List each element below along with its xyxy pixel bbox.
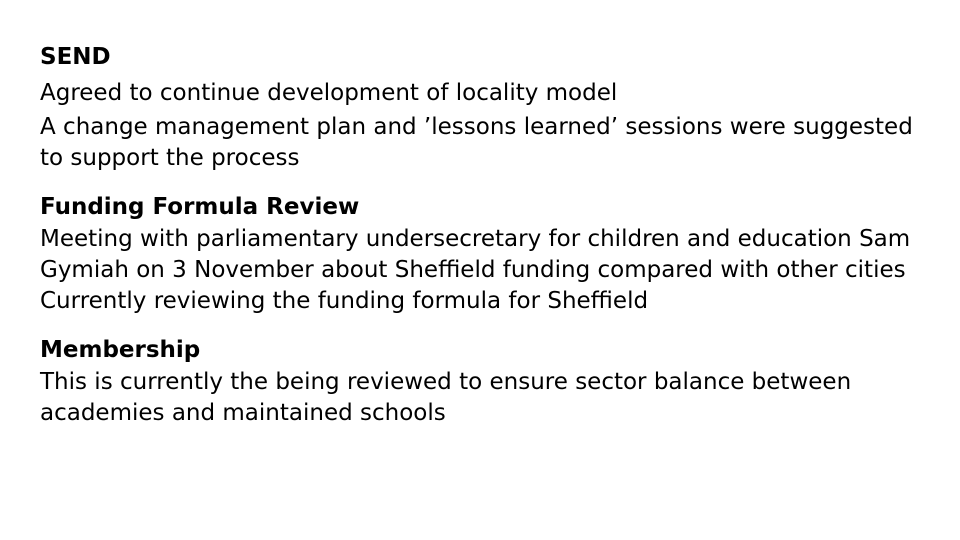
section-paragraph: Currently reviewing the funding formula for Sheffield bbox=[40, 288, 649, 314]
section-funding-formula-review bbox=[40, 191, 940, 317]
section-paragraph: Agreed to continue development of locality model bbox=[40, 80, 618, 106]
section-heading: Funding Formula Review bbox=[40, 194, 360, 220]
section-heading: Membership bbox=[40, 337, 201, 363]
slide-content bbox=[40, 40, 940, 429]
section-paragraph: Meeting with parliamentary undersecretary for children and education Sam Gymiah on 3 November about Sheffield funding compared with other cities bbox=[40, 226, 911, 283]
section-paragraph: A change management plan and ’lessons learned’ sessions were suggested to support the process bbox=[40, 114, 913, 171]
section-paragraph: This is currently the being reviewed to ensure sector balance between academies and maintained schools bbox=[40, 369, 852, 426]
section-heading: SEND bbox=[40, 44, 111, 70]
section-membership bbox=[40, 334, 940, 429]
section-send bbox=[40, 40, 940, 174]
